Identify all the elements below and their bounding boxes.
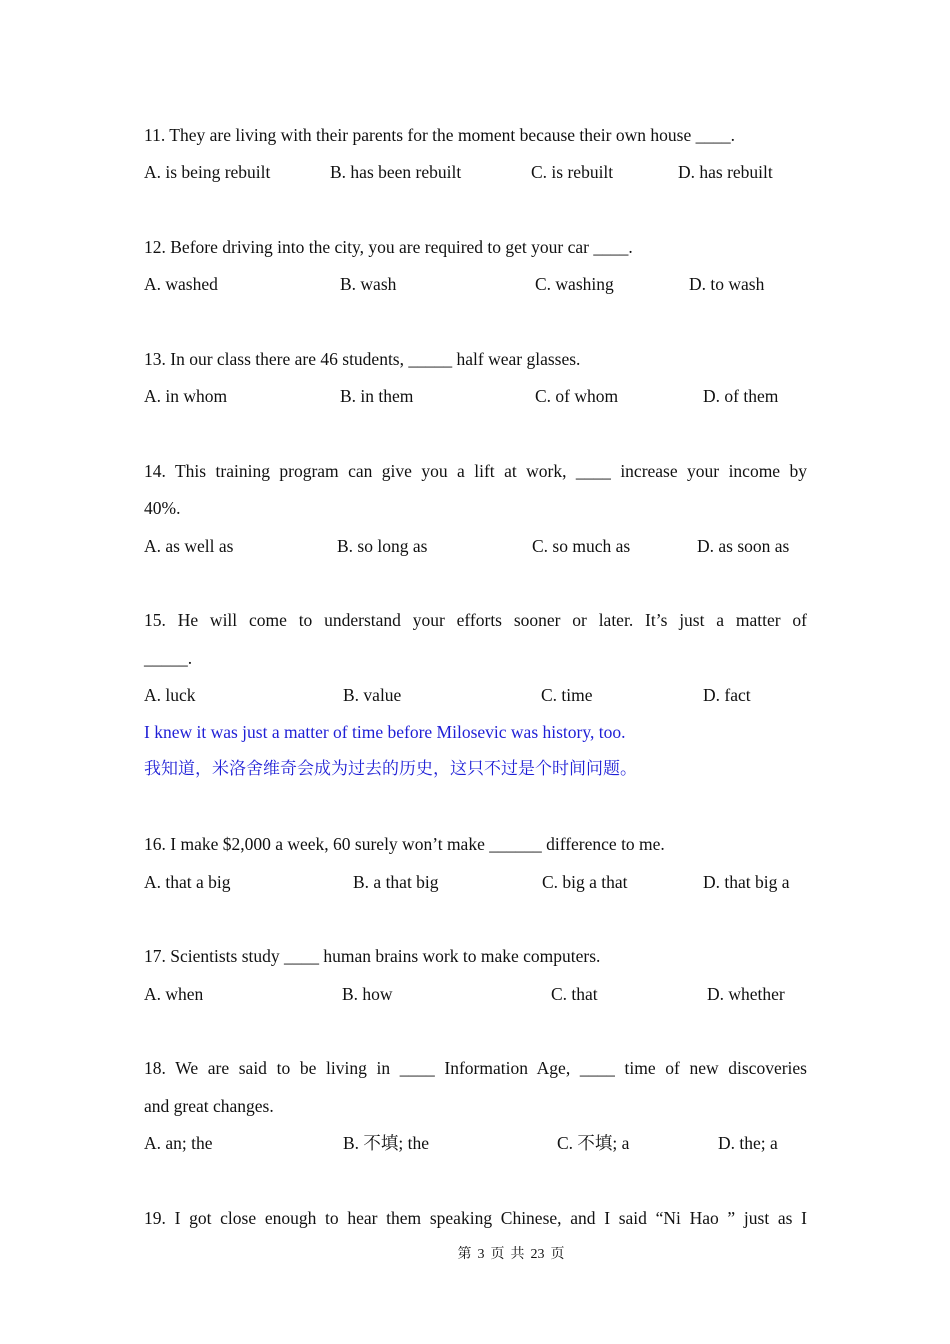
question-11-options (0, 161, 950, 183)
option-a: A. when (144, 984, 204, 1004)
question-15-stem-cont: _____. (144, 648, 193, 668)
question-17-stem: 17. Scientists study ____ human brains work to make computers. (144, 946, 601, 966)
option-a: A. is being rebuilt (144, 162, 271, 182)
question-16-stem: 16. I make $2,000 a week, 60 surely won’t make ______ difference to me. (144, 834, 665, 854)
page-footer (0, 1246, 950, 1264)
option-d: D. that big a (703, 872, 790, 892)
option-c: C. so much as (532, 536, 631, 556)
option-b: B. a that big (353, 872, 439, 892)
option-b: B. in them (340, 386, 414, 406)
option-b: B. wash (340, 274, 397, 294)
question-18-stem: 18. We are said to be living in ____ Information Age, ____ time of new discoveries (144, 1058, 807, 1078)
total-page-count: 23 (530, 1247, 545, 1262)
option-c: C. big a that (542, 872, 628, 892)
question-15-note-english: I knew it was just a matter of time before Milosevic was history, too. (144, 722, 626, 742)
option-b: B. so long as (337, 536, 428, 556)
option-a: A. as well as (144, 536, 234, 556)
option-c: C. time (541, 685, 593, 705)
option-b: B. how (342, 984, 393, 1004)
option-c: C. 不填; a (557, 1133, 630, 1153)
option-d: D. fact (703, 685, 751, 705)
footer-prefix: 第 (457, 1247, 472, 1262)
option-d: D. has rebuilt (678, 162, 773, 182)
question-19-stem: 19. I got close enough to hear them speaking Chinese, and I said “Ni Hao ” just as I (144, 1208, 807, 1228)
option-d: D. as soon as (697, 536, 790, 556)
option-d: D. of them (703, 386, 779, 406)
option-a: A. luck (144, 685, 196, 705)
question-13-options (0, 385, 950, 407)
option-d: D. to wash (689, 274, 765, 294)
option-b: B. value (343, 685, 402, 705)
option-d: D. the; a (718, 1133, 778, 1153)
question-14-stem: 14. This training program can give you a lift at work, ____ increase your income by (144, 461, 807, 481)
question-14-stem-cont: 40%. (144, 498, 181, 518)
footer-total-label: 共 (510, 1247, 525, 1262)
footer-page-label: 页 (490, 1247, 505, 1262)
option-c: C. is rebuilt (531, 162, 614, 182)
option-a: A. an; the (144, 1133, 213, 1153)
option-d: D. whether (707, 984, 785, 1004)
option-c: C. of whom (535, 386, 619, 406)
option-a: A. that a big (144, 872, 231, 892)
question-18-options (0, 1132, 950, 1154)
question-15-stem: 15. He will come to understand your efforts sooner or later. It’s just a matter of (144, 610, 807, 630)
option-c: C. that (551, 984, 598, 1004)
footer-suffix: 页 (550, 1247, 565, 1262)
question-16-options (0, 871, 950, 893)
question-18-stem-cont: and great changes. (144, 1096, 274, 1116)
question-11-stem: 11. They are living with their parents for the moment because their own house ____. (144, 125, 735, 145)
question-12-stem: 12. Before driving into the city, you are required to get your car ____. (144, 237, 633, 257)
question-15-note-chinese: 我知道，米洛舍维奇会成为过去的历史，这只不过是个时间问题。 (144, 759, 637, 779)
option-c: C. washing (535, 274, 614, 294)
question-13-stem: 13. In our class there are 46 students, _____ half wear glasses. (144, 349, 581, 369)
current-page-number: 3 (477, 1247, 485, 1262)
option-a: A. washed (144, 274, 218, 294)
option-b: B. 不填; the (343, 1133, 430, 1153)
option-b: B. has been rebuilt (330, 162, 462, 182)
question-12-options (0, 273, 950, 295)
question-14-options (0, 535, 950, 557)
question-15-options (0, 684, 950, 706)
option-a: A. in whom (144, 386, 228, 406)
question-17-options (0, 983, 950, 1005)
